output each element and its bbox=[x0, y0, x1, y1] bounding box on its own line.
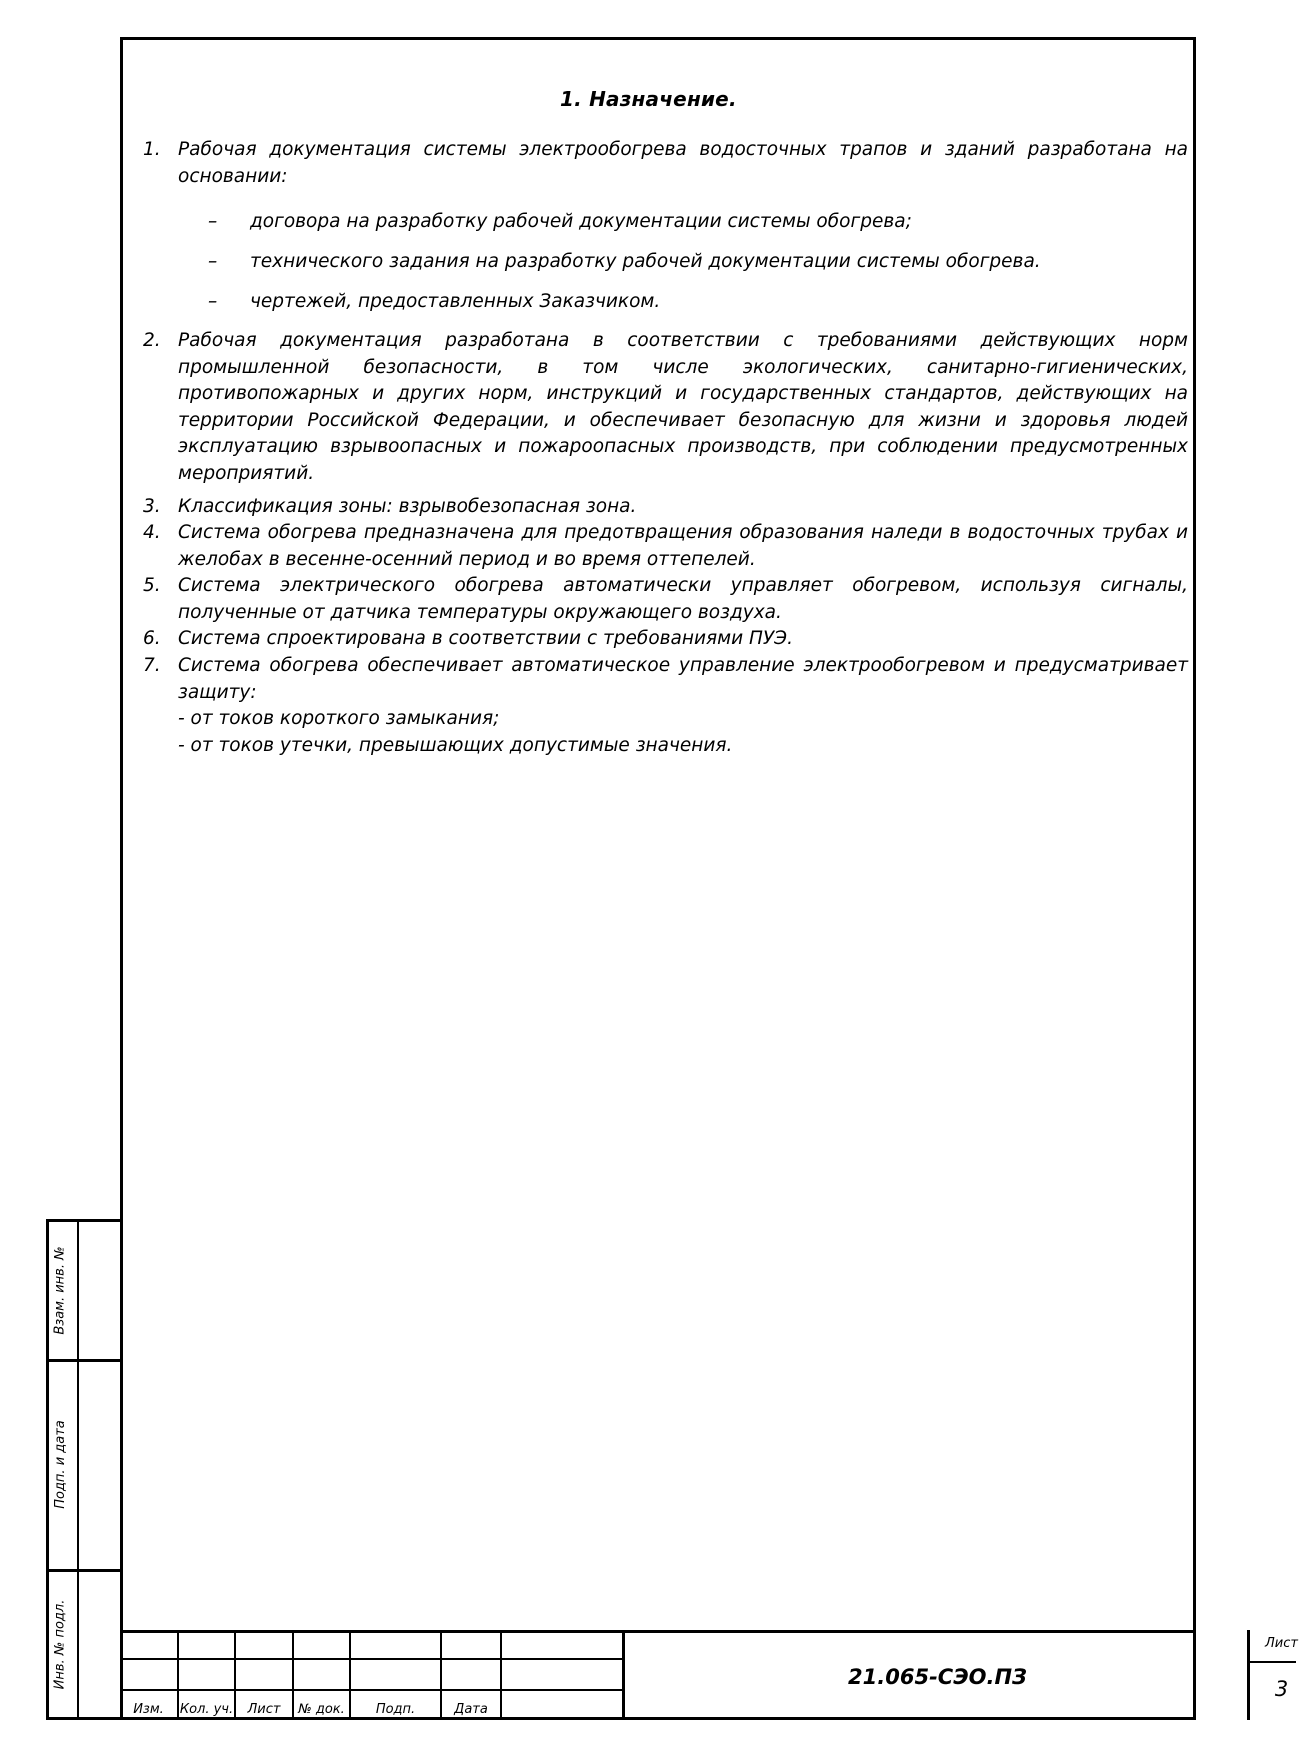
side-label-vzam: Взам. инв. № bbox=[52, 1246, 68, 1335]
item-text: Система спроектирована в соответствии с требованиями ПУЭ. bbox=[178, 628, 793, 649]
bullet-dash: – bbox=[208, 251, 218, 272]
basis-bullet bbox=[208, 209, 1168, 236]
sheet-number: 3 bbox=[1274, 1677, 1289, 1701]
item-number: 7. bbox=[143, 655, 161, 676]
bullet-text: технического задания на разработку рабочей документации системы обогрева. bbox=[250, 251, 1041, 272]
item-text: Классификация зоны: взрывобезопасная зона. bbox=[178, 496, 637, 517]
item-text: Рабочая документация разработана в соответствии с требованиями действующих норм промышленной безопасности, в том числе экологических, санитарно-гигиенических, противопожарных и других норм, инструкций и государственных стандартов, действующих на территории Российской Федерации, и обеспечивает безопасную для жизни и здоровья людей эксплуатацию взрывоопасных и пожароопасных производств, при соблюдении предусмотренных мероприятий. bbox=[178, 330, 1188, 484]
stamp-col-kol-uch: Кол. уч. bbox=[179, 1702, 234, 1717]
item-number: 6. bbox=[143, 628, 161, 649]
title-block bbox=[120, 1630, 1298, 1720]
basis-bullet bbox=[208, 289, 1168, 316]
list-item bbox=[143, 626, 1188, 653]
stamp-col-n-dok: № док. bbox=[298, 1702, 345, 1717]
item-number: 1. bbox=[143, 139, 161, 160]
list-item bbox=[143, 494, 1188, 521]
bullet-text: договора на разработку рабочей документации системы обогрева; bbox=[250, 211, 912, 232]
list-item bbox=[143, 573, 1188, 626]
document-code: 21.065-СЭО.ПЗ bbox=[848, 1665, 1027, 1689]
list-item bbox=[143, 653, 1188, 706]
sheet-label: Лист bbox=[1265, 1636, 1298, 1651]
bullet-text: чертежей, предоставленных Заказчиком. bbox=[250, 291, 661, 312]
side-divider bbox=[77, 1222, 79, 1717]
item-text: Рабочая документация системы электрообогрева водосточных трапов и зданий разработана на основании: bbox=[178, 139, 1188, 187]
item-text: Система электрического обогрева автоматически управляет обогревом, используя сигналы, полученные от датчика температуры окружающего воздуха. bbox=[178, 575, 1188, 623]
item-number: 5. bbox=[143, 575, 161, 596]
item-number: 3. bbox=[143, 496, 161, 517]
list-item bbox=[143, 520, 1188, 573]
list-item bbox=[143, 137, 1188, 190]
stamp-col-izm: Изм. bbox=[133, 1702, 164, 1717]
item-text: Система обогрева предназначена для предотвращения образования наледи в водосточных трубах и желобах в весенне-осенний период и во время оттепелей. bbox=[178, 522, 1188, 570]
item-number: 2. bbox=[143, 330, 161, 351]
list-item bbox=[143, 328, 1188, 487]
bullet-dash: – bbox=[208, 291, 218, 312]
bullet-dash: – bbox=[208, 211, 218, 232]
side-label-podp: Подп. и дата bbox=[52, 1419, 68, 1509]
item-number: 4. bbox=[143, 522, 161, 543]
basis-bullet bbox=[208, 249, 1168, 276]
stamp-col-podp: Подп. bbox=[375, 1702, 416, 1717]
side-label-inv: Инв. № подл. bbox=[52, 1599, 68, 1690]
stamp-col-list: Лист bbox=[247, 1702, 281, 1717]
stamp-col-data: Дата bbox=[454, 1702, 488, 1717]
section-heading: 1. Назначение. bbox=[560, 87, 737, 111]
item-text: Система обогрева обеспечивает автоматическое управление электрообогревом и предусматривает защиту: bbox=[178, 655, 1188, 703]
protection-line: - от токов короткого замыкания; bbox=[178, 708, 500, 729]
protection-line: - от токов утечки, превышающих допустимые значения. bbox=[178, 735, 733, 756]
side-margin-table bbox=[46, 1219, 120, 1720]
